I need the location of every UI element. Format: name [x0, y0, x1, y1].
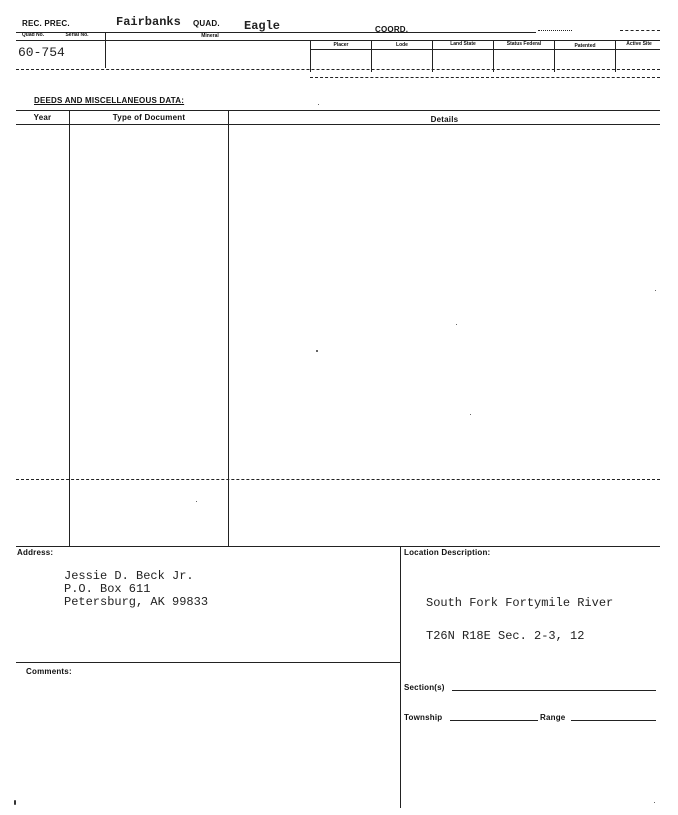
header-divider-6 — [554, 40, 555, 72]
mineral-label: Mineral — [201, 33, 219, 39]
patented-label: Patented — [574, 43, 596, 49]
type-of-document-header: Type of Document — [112, 113, 186, 122]
deeds-header-rule — [16, 124, 660, 125]
address-line-1: Jessie D. Beck Jr. — [64, 569, 194, 583]
section-field-line[interactable] — [452, 690, 656, 691]
quad-no-label: Quad No. — [21, 32, 45, 38]
township-label: Township — [404, 713, 443, 722]
deeds-year-divider — [69, 110, 70, 546]
stray-mark — [654, 802, 655, 803]
header-col-rule — [310, 49, 660, 50]
address-location-divider — [400, 546, 401, 808]
stray-mark — [196, 501, 197, 502]
land-status-label: Land State — [450, 41, 476, 47]
range-label: Range — [540, 713, 566, 722]
header-divider-7 — [615, 40, 616, 72]
header-divider-5 — [493, 40, 494, 72]
comments-top-rule — [16, 662, 400, 663]
status-federal-label: Status Federal — [506, 41, 542, 47]
stray-mark — [456, 324, 457, 325]
stray-mark — [318, 104, 319, 105]
serial-no-label: Serial No. — [65, 32, 89, 38]
header-top-rule — [16, 32, 536, 33]
header-divider-4 — [432, 40, 433, 72]
quad-value: Eagle — [244, 19, 281, 33]
deeds-section-title: DEEDS AND MISCELLANEOUS DATA: — [34, 96, 185, 105]
location-line-2: T26N R18E Sec. 2-3, 12 — [426, 629, 585, 643]
stray-mark — [655, 290, 656, 291]
header-divider-3 — [371, 40, 372, 72]
quad-label: QUAD. — [193, 19, 220, 28]
year-header: Year — [33, 113, 52, 122]
location-description-label: Location Description: — [404, 548, 491, 557]
rec-prec-value: Fairbanks — [116, 15, 181, 29]
address-block — [64, 570, 208, 609]
header-divider-2 — [310, 40, 311, 72]
address-line-3: Petersburg, AK 99833 — [64, 595, 209, 609]
deeds-type-divider — [228, 110, 229, 546]
stray-mark — [14, 800, 16, 805]
active-label: Active Site — [626, 41, 652, 47]
lode-label: Lode — [396, 42, 408, 48]
location-line-1: South Fork Fortymile River — [426, 596, 614, 610]
header-bottom-dash-1 — [16, 69, 660, 70]
header-divider-1 — [105, 32, 106, 68]
details-header: Details — [430, 115, 459, 124]
stray-mark — [316, 350, 318, 352]
comments-label: Comments: — [26, 667, 72, 676]
address-top-rule — [16, 546, 660, 547]
placer-label: Placer — [333, 42, 349, 48]
deeds-middle-dash — [16, 479, 660, 480]
township-field-line[interactable] — [450, 720, 538, 721]
quad-serial-value: 60-754 — [18, 45, 65, 60]
header-bottom-dash-2 — [310, 77, 660, 78]
address-line-2: P.O. Box 611 — [64, 582, 151, 596]
header-top-rule-dotted — [538, 30, 572, 31]
coord-label: COORD. — [375, 25, 409, 34]
address-label: Address: — [17, 548, 54, 557]
header-top-rule-dash — [620, 30, 660, 31]
deeds-top-rule — [16, 110, 660, 111]
section-label: Section(s) — [404, 683, 445, 692]
header-sub-rule — [16, 40, 660, 41]
stray-mark — [470, 414, 471, 415]
range-field-line[interactable] — [571, 720, 656, 721]
rec-prec-label: REC. PREC. — [22, 19, 70, 28]
